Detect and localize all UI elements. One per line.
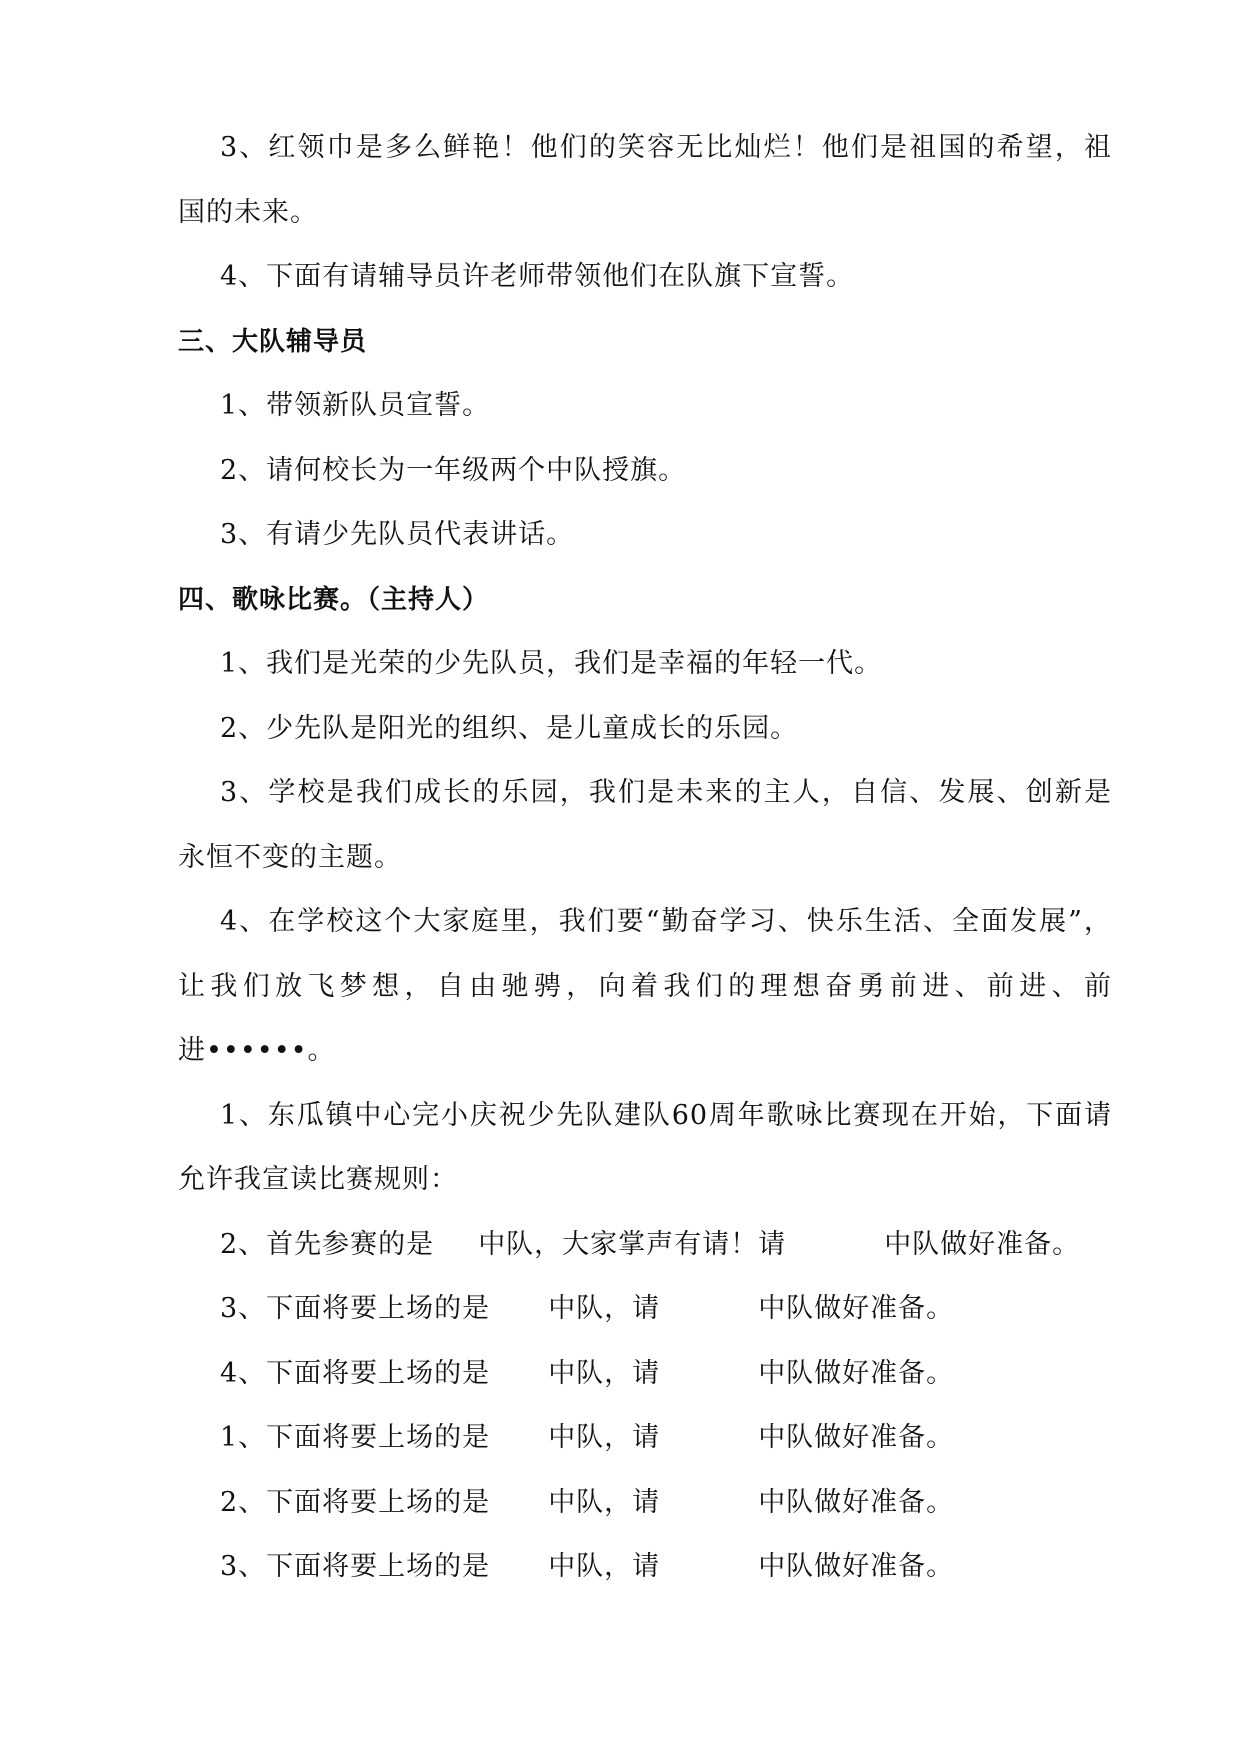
- fill-in-prefix: 3、下面将要上场的是: [220, 1293, 491, 1324]
- paragraph-line: 1、我们是光荣的少先队员，我们是幸福的年轻一代。: [220, 648, 883, 679]
- fill-in-suffix: 中队做好准备。: [758, 1357, 955, 1389]
- fill-in-prefix: 1、下面将要上场的是: [220, 1422, 491, 1453]
- paragraph-line: 让我们放飞梦想，自由驰骋，向着我们的理想奋勇前进、前进、前: [178, 970, 1112, 1002]
- fill-in-prefix: 4、下面将要上场的是: [220, 1357, 491, 1389]
- paragraph-line: 3、红领巾是多么鲜艳！他们的笑容无比灿烂！他们是祖国的希望，祖: [220, 132, 1112, 163]
- fill-in-suffix: 中队做好准备。: [758, 1293, 955, 1324]
- fill-in-middle: 中队，请: [548, 1422, 661, 1453]
- paragraph-line: 4、下面有请辅导员许老师带领他们在队旗下宣誓。: [220, 261, 855, 292]
- paragraph-line: 2、请何校长为一年级两个中队授旗。: [220, 454, 687, 486]
- paragraph-line: 4、在学校这个大家庭里，我们要“勤奋学习、快乐生活、全面发展”，: [220, 906, 1112, 937]
- fill-in-suffix: 中队做好准备。: [758, 1486, 955, 1518]
- paragraph-line: 2、少先队是阳光的组织、是儿童成长的乐园。: [220, 712, 799, 744]
- paragraph-line: 永恒不变的主题。: [178, 841, 402, 873]
- fill-in-line: [178, 1277, 1112, 1342]
- fill-in-suffix: 中队做好准备。: [884, 1228, 1081, 1260]
- paragraph-line: 3、学校是我们成长的乐园，我们是未来的主人，自信、发展、创新是: [220, 777, 1112, 808]
- fill-in-line: [178, 1342, 1112, 1407]
- fill-in-middle: 中队，请: [548, 1486, 661, 1518]
- fill-in-line: [178, 1213, 1112, 1278]
- fill-in-suffix: 中队做好准备。: [758, 1422, 955, 1453]
- section-heading: 四、歌咏比赛。（主持人）: [178, 584, 490, 615]
- fill-in-middle: 中队，请: [548, 1357, 661, 1389]
- fill-in-suffix: 中队做好准备。: [758, 1551, 955, 1582]
- paragraph-line: 1、东瓜镇中心完小庆祝少先队建队60周年歌咏比赛现在开始，下面请: [220, 1099, 1112, 1131]
- fill-in-middle: 中队，请: [548, 1293, 661, 1324]
- fill-in-prefix: 2、首先参赛的是: [220, 1228, 435, 1260]
- fill-in-line: [178, 1406, 1112, 1471]
- fill-in-line: [178, 1471, 1112, 1536]
- paragraph-line: 1、带领新队员宣誓。: [220, 390, 491, 421]
- paragraph-line: 国的未来。: [178, 196, 318, 228]
- paragraph-line: 允许我宣读比赛规则：: [178, 1164, 458, 1195]
- fill-in-line: [178, 1535, 1112, 1600]
- fill-in-prefix: 2、下面将要上场的是: [220, 1486, 491, 1518]
- fill-in-prefix: 3、下面将要上场的是: [220, 1551, 491, 1582]
- paragraph-line: 进••••••。: [178, 1035, 336, 1066]
- paragraph-line: 3、有请少先队员代表讲话。: [220, 519, 575, 550]
- fill-in-middle: 中队，大家掌声有请！请: [478, 1228, 787, 1260]
- fill-in-middle: 中队，请: [548, 1551, 661, 1582]
- section-heading: 三、大队辅导员: [178, 326, 368, 357]
- document-body: [178, 116, 1112, 1600]
